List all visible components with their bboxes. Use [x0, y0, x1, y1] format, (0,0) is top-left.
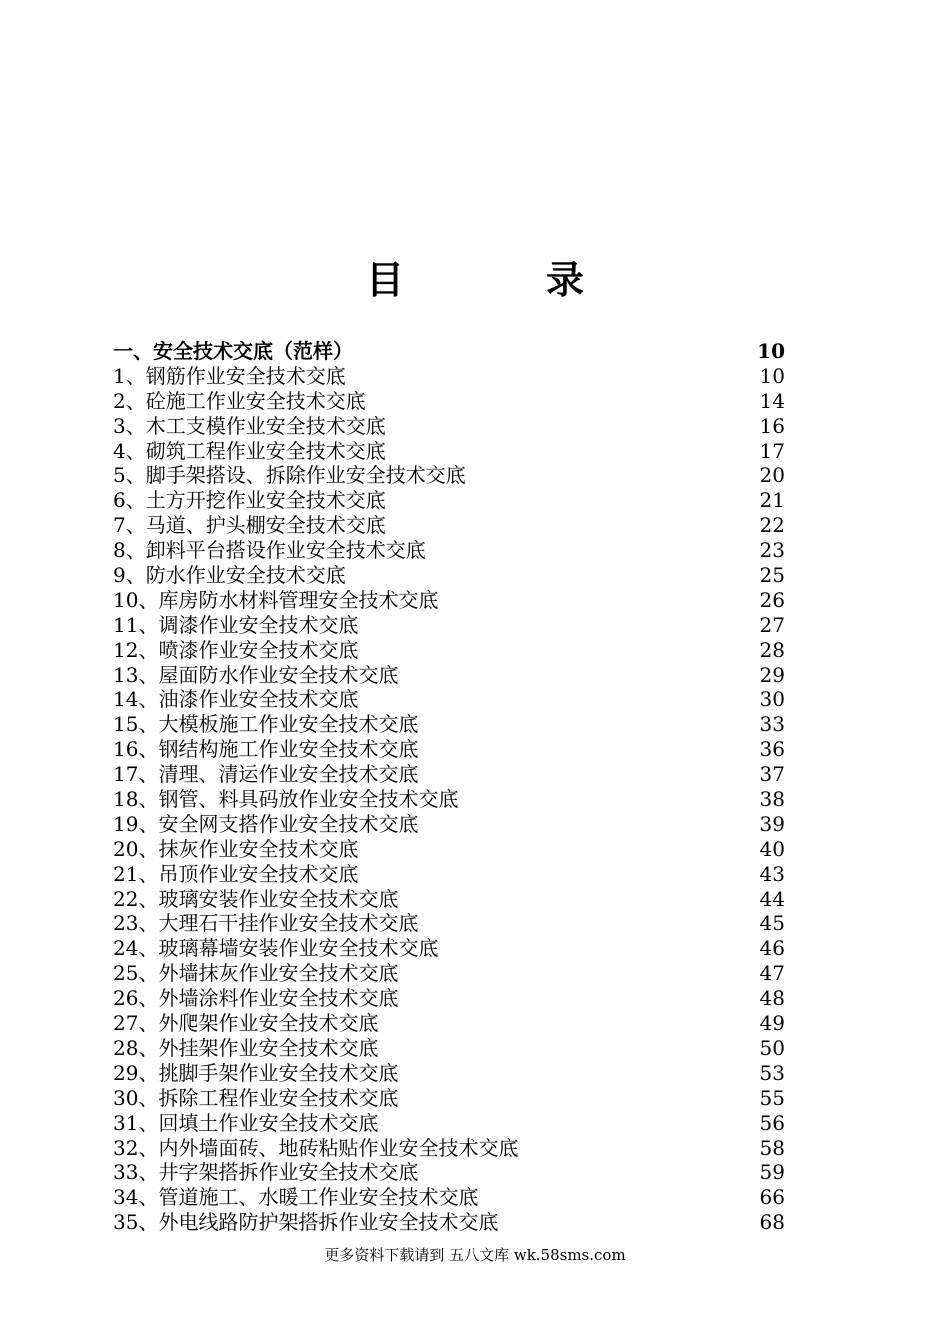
toc-entry[interactable]	[113, 414, 785, 439]
toc-entry-label: 19、安全网支搭作业安全技术交底	[113, 811, 419, 836]
toc-entry-page-number: 26	[759, 587, 785, 612]
toc-entry[interactable]	[113, 1185, 785, 1210]
toc-entry-page-number: 46	[759, 936, 785, 961]
toc-entry-label: 24、玻璃幕墙安装作业安全技术交底	[113, 936, 439, 961]
toc-entry-label: 26、外墙涂料作业安全技术交底	[113, 986, 399, 1011]
toc-entry[interactable]	[113, 687, 785, 712]
toc-entry-label: 2、砼施工作业安全技术交底	[113, 388, 366, 413]
toc-entry-label: 22、玻璃安装作业安全技术交底	[113, 886, 399, 911]
toc-entry[interactable]	[113, 513, 785, 538]
toc-entry[interactable]	[113, 364, 785, 389]
toc-entry-label: 8、卸料平台搭设作业安全技术交底	[113, 538, 426, 563]
toc-entry-page-number: 68	[759, 1210, 785, 1235]
toc-entry-label: 32、内外墙面砖、地砖粘贴作业安全技术交底	[113, 1135, 519, 1160]
toc-entry-label: 一、安全技术交底（范样）	[113, 339, 353, 363]
toc-entry-label: 4、砌筑工程作业安全技术交底	[113, 438, 386, 463]
toc-entry[interactable]	[113, 936, 785, 961]
toc-entry-page-number: 25	[759, 563, 785, 588]
toc-entry-page-number: 30	[759, 687, 785, 712]
toc-entry[interactable]	[113, 1111, 785, 1136]
toc-entry[interactable]	[113, 588, 785, 613]
toc-entry[interactable]	[113, 638, 785, 663]
toc-entry-label: 28、外挂架作业安全技术交底	[113, 1035, 379, 1060]
toc-entry-label: 33、井字架搭拆作业安全技术交底	[113, 1160, 419, 1185]
toc-entry[interactable]	[113, 762, 785, 787]
page-title: 目 录	[365, 257, 636, 302]
toc-entry-label: 10、库房防水材料管理安全技术交底	[113, 587, 439, 612]
toc-entry[interactable]	[113, 1086, 785, 1111]
toc-entry[interactable]	[113, 488, 785, 513]
toc-entry-label: 9、防水作业安全技术交底	[113, 563, 346, 588]
toc-entry-page-number: 36	[759, 737, 785, 762]
toc-entry-label: 20、抹灰作业安全技术交底	[113, 836, 359, 861]
toc-entry-label: 27、外爬架作业安全技术交底	[113, 1011, 379, 1036]
toc-entry[interactable]	[113, 1036, 785, 1061]
toc-entry[interactable]	[113, 563, 785, 588]
toc-entry-label: 35、外电线路防护架搭拆作业安全技术交底	[113, 1210, 499, 1235]
toc-entry[interactable]	[113, 1061, 785, 1086]
toc-entry-page-number: 58	[759, 1135, 785, 1160]
toc-entry-page-number: 48	[759, 986, 785, 1011]
toc-entry[interactable]	[113, 1011, 785, 1036]
toc-entry-label: 6、土方开挖作业安全技术交底	[113, 488, 386, 513]
toc-entry-page-number: 59	[759, 1160, 785, 1185]
toc-entry-page-number: 22	[759, 513, 785, 538]
toc-entry[interactable]	[113, 389, 785, 414]
toc-entry[interactable]	[113, 712, 785, 737]
toc-entry-page-number: 17	[759, 438, 785, 463]
toc-entry-label: 13、屋面防水作业安全技术交底	[113, 662, 399, 687]
toc-entry-page-number: 39	[759, 811, 785, 836]
toc-entry[interactable]	[113, 812, 785, 837]
toc-entry-page-number: 10	[759, 363, 785, 388]
toc-entry-page-number: 43	[759, 861, 785, 886]
toc-entry-label: 21、吊顶作业安全技术交底	[113, 861, 359, 886]
toc-entry-label: 25、外墙抹灰作业安全技术交底	[113, 961, 399, 986]
toc-entry[interactable]	[113, 613, 785, 638]
toc-entry[interactable]	[113, 1210, 785, 1235]
toc-entry-page-number: 14	[759, 388, 785, 413]
toc-entry-label: 1、钢筋作业安全技术交底	[113, 363, 346, 388]
toc-entry-label: 3、木工支模作业安全技术交底	[113, 413, 386, 438]
toc-entry-page-number: 38	[759, 787, 785, 812]
toc-entry-page-number: 27	[759, 612, 785, 637]
toc-entry-page-number: 50	[759, 1035, 785, 1060]
toc-entry-label: 14、油漆作业安全技术交底	[113, 687, 359, 712]
table-of-contents	[113, 339, 785, 1235]
toc-entry-label: 30、拆除工程作业安全技术交底	[113, 1085, 399, 1110]
toc-entry-page-number: 44	[759, 886, 785, 911]
toc-entry-page-number: 45	[759, 911, 785, 936]
toc-entry-label: 29、挑脚手架作业安全技术交底	[113, 1060, 399, 1085]
toc-entry-label: 16、钢结构施工作业安全技术交底	[113, 737, 419, 762]
toc-entry-label: 18、钢管、料具码放作业安全技术交底	[113, 787, 459, 812]
toc-entry[interactable]	[113, 787, 785, 812]
toc-entry-page-number: 10	[757, 339, 785, 363]
toc-entry-label: 23、大理石干挂作业安全技术交底	[113, 911, 419, 936]
toc-entry[interactable]	[113, 887, 785, 912]
toc-entry-label: 7、马道、护头棚安全技术交底	[113, 513, 386, 538]
toc-entry[interactable]	[113, 737, 785, 762]
toc-entry-page-number: 21	[759, 488, 785, 513]
toc-entry[interactable]	[113, 663, 785, 688]
toc-entry-label: 11、调漆作业安全技术交底	[113, 612, 359, 637]
toc-entry[interactable]	[113, 538, 785, 563]
footer-text: 更多资料下载请到 五八文库 wk.58sms.com	[324, 1246, 626, 1264]
toc-entry-page-number: 56	[759, 1110, 785, 1135]
toc-entry[interactable]	[113, 1136, 785, 1161]
toc-entry-page-number: 55	[759, 1085, 785, 1110]
toc-entry-label: 17、清理、清运作业安全技术交底	[113, 762, 419, 787]
toc-entry[interactable]	[113, 837, 785, 862]
toc-entry-label: 15、大模板施工作业安全技术交底	[113, 712, 419, 737]
toc-entry-page-number: 20	[759, 463, 785, 488]
toc-entry-page-number: 16	[759, 413, 785, 438]
toc-entry-page-number: 33	[759, 712, 785, 737]
toc-entry-page-number: 53	[759, 1060, 785, 1085]
toc-entry-page-number: 49	[759, 1011, 785, 1036]
toc-entry-page-number: 29	[759, 662, 785, 687]
toc-entry-page-number: 40	[759, 836, 785, 861]
toc-heading[interactable]	[113, 339, 785, 364]
toc-entry[interactable]	[113, 463, 785, 488]
toc-entry-label: 34、管道施工、水暖工作业安全技术交底	[113, 1185, 479, 1210]
toc-entry-page-number: 66	[759, 1185, 785, 1210]
toc-entry-label: 12、喷漆作业安全技术交底	[113, 637, 359, 662]
toc-entry[interactable]	[113, 986, 785, 1011]
toc-entry-page-number: 37	[759, 762, 785, 787]
toc-entry-page-number: 23	[759, 538, 785, 563]
toc-entry-label: 5、脚手架搭设、拆除作业安全技术交底	[113, 463, 466, 488]
toc-entry[interactable]	[113, 1160, 785, 1185]
toc-entry-page-number: 47	[759, 961, 785, 986]
toc-entry[interactable]	[113, 439, 785, 464]
toc-entry-page-number: 28	[759, 637, 785, 662]
toc-entry[interactable]	[113, 862, 785, 887]
toc-entry[interactable]	[113, 961, 785, 986]
toc-entry-label: 31、回填土作业安全技术交底	[113, 1110, 379, 1135]
toc-entry[interactable]	[113, 911, 785, 936]
